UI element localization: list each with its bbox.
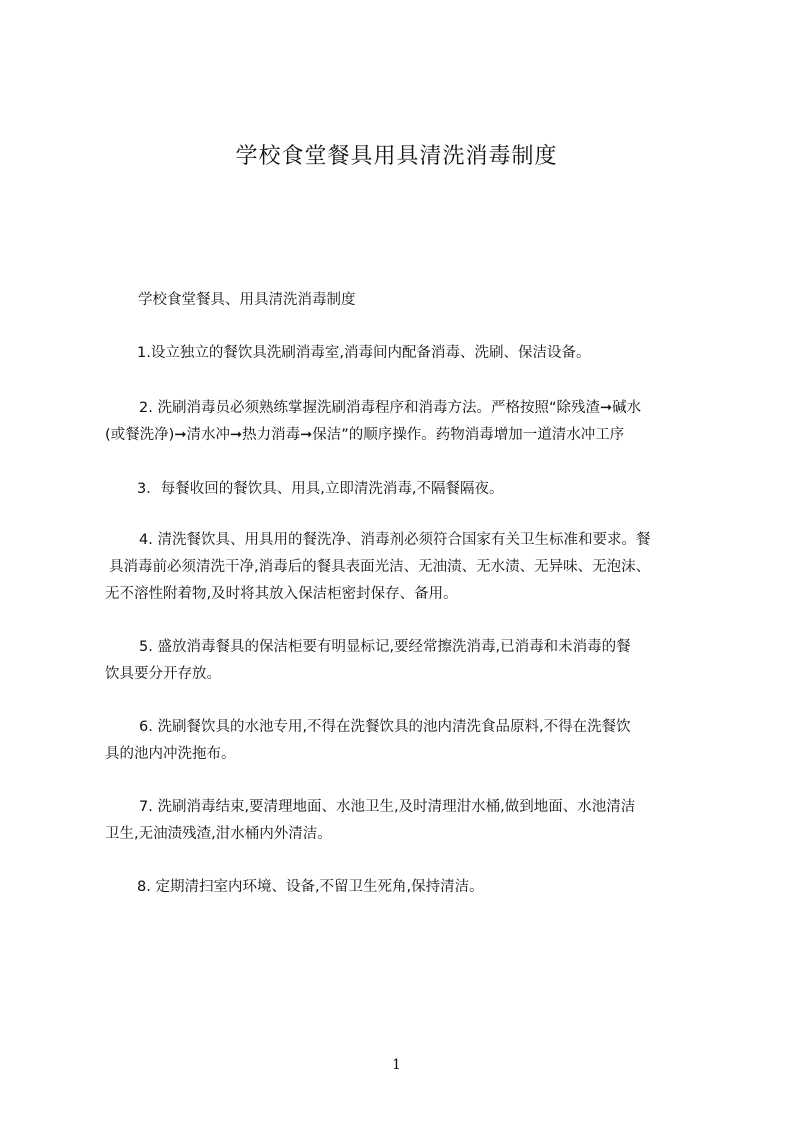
rule-line: 2. 洗刷消毒员必须熟练掌握洗刷消毒程序和消毒方法。严格按照“除残渣➞碱水 xyxy=(139,400,642,416)
rule-line: 4. 清洗餐饮具、用具用的餐洗净、消毒剂必须符合国家有关卫生标准和要求。餐 xyxy=(139,532,651,548)
rule-line: (或餐洗净)➞清水冲➞热力消毒➞保洁”的顺序操作。药物消毒增加一道清水冲工序 xyxy=(105,427,625,443)
document-subtitle: 学校食堂餐具、用具清洗消毒制度 xyxy=(138,292,356,308)
rule-item-2 xyxy=(105,395,705,449)
rule-item-1 xyxy=(105,340,705,367)
rule-line: 具消毒前必须清洗干净,消毒后的餐具表面光洁、无油渍、无水渍、无异味、无泡沫、 xyxy=(109,559,651,575)
rule-line: 卫生,无油渍残渣,泔水桶内外清洁。 xyxy=(105,826,332,842)
rule-item-6 xyxy=(105,714,705,768)
rule-line: 无不溶性附着物,及时将其放入保洁柜密封保存、备用。 xyxy=(105,586,458,602)
rule-line: 6. 洗刷餐饮具的水池专用,不得在洗餐饮具的池内清洗食品原料,不得在洗餐饮 xyxy=(139,719,631,735)
rule-line: 1.设立独立的餐饮具洗刷消毒室,消毒间内配备消毒、洗刷、保洁设备。 xyxy=(137,345,591,361)
rule-item-3 xyxy=(105,476,705,503)
page-number: 1 xyxy=(392,1057,401,1073)
rule-item-8 xyxy=(105,874,705,901)
document-title: 学校食堂餐具用具清洗消毒制度 xyxy=(235,144,558,169)
rule-line: 5. 盛放消毒餐具的保洁柜要有明显标记,要经常擦洗消毒,已消毒和未消毒的餐 xyxy=(139,639,631,655)
rule-line: 7. 洗刷消毒结束,要清理地面、水池卫生,及时清理泔水桶,做到地面、水池清洁 xyxy=(139,799,636,815)
rule-line: 3．每餐收回的餐饮具、用具,立即清洗消毒,不隔餐隔夜。 xyxy=(137,481,504,497)
rule-item-7 xyxy=(105,794,705,848)
rule-line: 8. 定期清扫室内环境、设备,不留卫生死角,保持清洁。 xyxy=(137,879,484,895)
rule-item-5 xyxy=(105,634,705,688)
rule-item-4 xyxy=(105,527,705,608)
rule-line: 饮具要分开存放。 xyxy=(105,666,221,682)
rule-line: 具的池内冲洗拖布。 xyxy=(105,746,236,762)
